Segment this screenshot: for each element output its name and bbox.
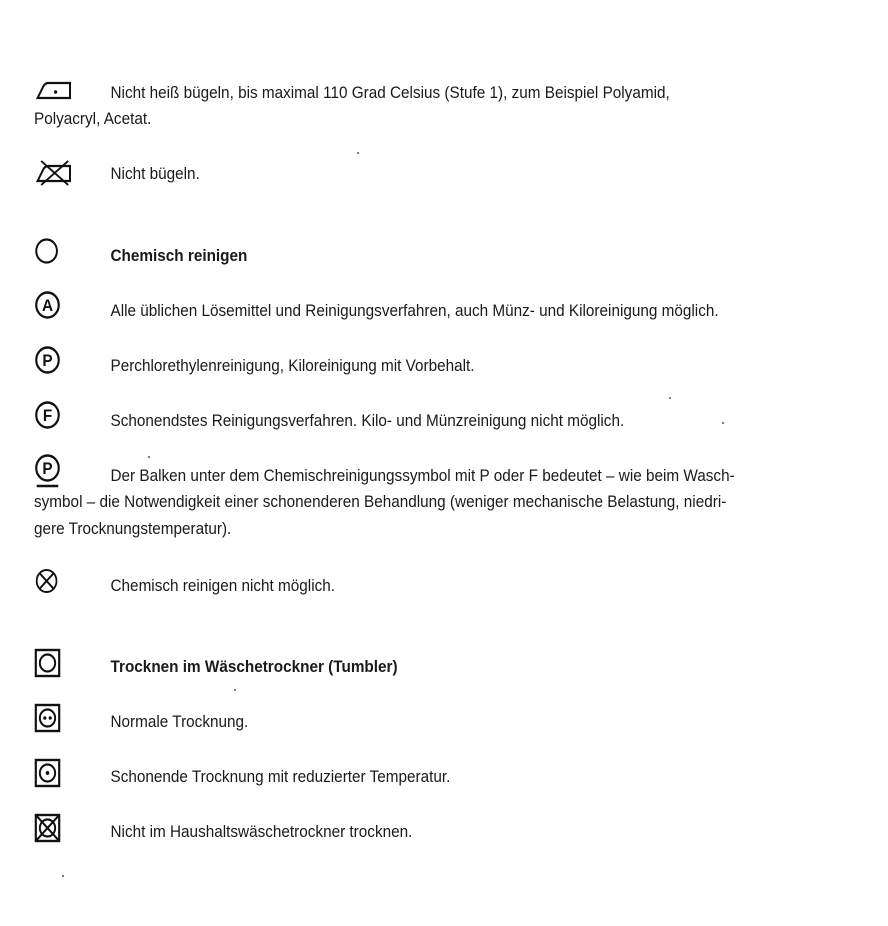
circle-f-icon [34, 400, 63, 430]
iron-crossed-icon [34, 159, 74, 187]
tumble-dryer-two-dots-icon [34, 703, 63, 733]
tumble-dryer-icon [34, 648, 63, 678]
iron-one-dot-icon [34, 78, 74, 102]
circle-icon [34, 237, 63, 265]
tumble-dryer-crossed-icon [34, 813, 63, 843]
tumble-dryer-one-dot-icon [34, 758, 63, 788]
dry-clean-a-text: Alle üblichen Lösemittel und Reinigungsverfahren, auch Münz- und Kiloreinigung möglich. [110, 301, 719, 320]
scan-speck [62, 875, 64, 877]
no-dry-clean-text: Chemisch reinigen nicht möglich. [110, 576, 336, 595]
iron-low-text-line2: Polyacryl, Acetat. [34, 109, 152, 128]
dry-clean-bar-text-line1: Der Balken unter dem Chemischreinigungssymbol mit P oder F bedeutet – wie beim Wasch- [110, 466, 735, 485]
svg-text:F: F [42, 406, 53, 426]
scan-speck [722, 422, 724, 424]
circle-p-underlined-icon [34, 454, 63, 490]
iron-low-text-line1: Nicht heiß bügeln, bis maximal 110 Grad Celsius (Stufe 1), zum Beispiel Polyamid, [110, 83, 670, 102]
circle-a-icon [34, 290, 63, 320]
circle-p-icon [34, 345, 63, 375]
dry-clean-f-text: Schonendstes Reinigungsverfahren. Kilo- und Münzreinigung nicht möglich. [110, 411, 625, 430]
tumble-heading: Trocknen im Wäschetrockner (Tumbler) [110, 657, 398, 676]
scan-speck [669, 397, 671, 399]
svg-text:P: P [42, 459, 53, 479]
dry-clean-bar-text-line2: symbol – die Notwendigkeit einer schonenderen Behandlung (weniger mechanische Belastung, niedri- [34, 492, 727, 511]
dry-clean-heading: Chemisch reinigen [110, 246, 248, 265]
dry-clean-p-text: Perchlorethylenreinigung, Kiloreinigung mit Vorbehalt. [110, 356, 475, 375]
no-tumble-text: Nicht im Haushaltswäschetrockner trocknen. [110, 822, 413, 841]
scan-speck [357, 152, 359, 154]
scan-speck [234, 689, 236, 691]
scan-speck [148, 456, 150, 458]
tumble-normal-text: Normale Trocknung. [110, 712, 249, 731]
svg-text:P: P [42, 351, 53, 371]
circle-crossed-icon [34, 567, 61, 595]
tumble-gentle-text: Schonende Trocknung mit reduzierter Temperatur. [110, 767, 451, 786]
dry-clean-bar-text-line3: gere Trocknungstemperatur). [34, 519, 232, 538]
svg-text:A: A [41, 296, 54, 316]
no-iron-text: Nicht bügeln. [110, 164, 200, 183]
